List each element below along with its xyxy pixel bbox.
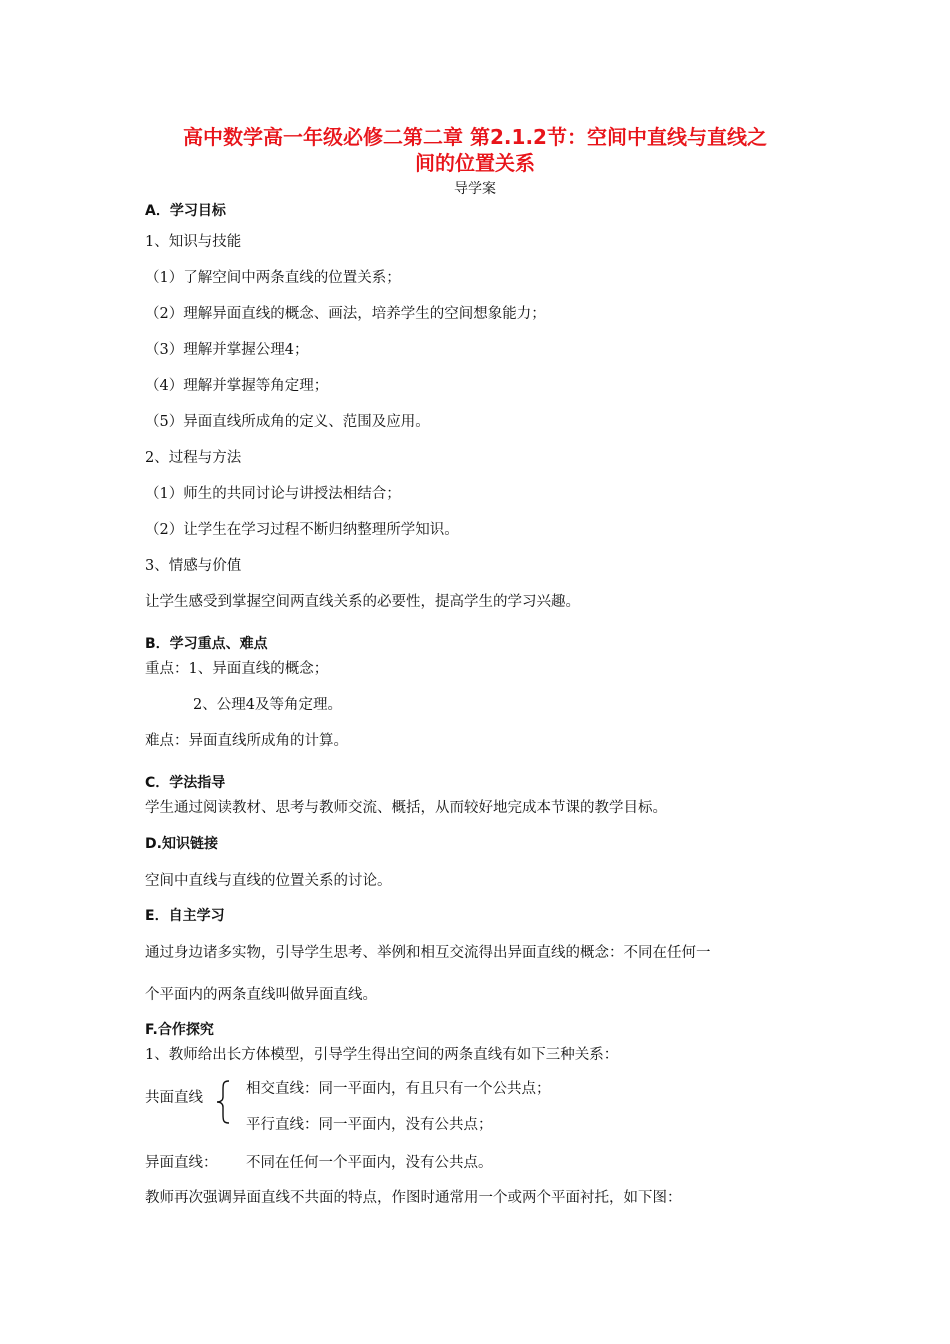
section-a-item-2: 2、过程与方法: [145, 450, 242, 466]
document-subtitle: 导学案: [454, 181, 496, 197]
section-f-item-2: 教师再次强调异面直线不共面的特点，作图时通常用一个或两个平面衬托，如下图：: [145, 1190, 682, 1206]
section-d-item-1: 空间中直线与直线的位置关系的讨论。: [145, 873, 392, 889]
section-c-item-1: 学生通过阅读教材、思考与教师交流、概括，从而较好地完成本节课的教学目标。: [145, 800, 667, 816]
section-a-item-2-2: （2）让学生在学习过程不断归纳整理所学知识。: [145, 522, 459, 538]
parallel-lines-text: 平行直线：同一平面内，没有公共点；: [246, 1117, 493, 1133]
section-f-item-1: 1、教师给出长方体模型，引导学生得出空间的两条直线有如下三种关系：: [145, 1047, 619, 1063]
coplanar-lines-label: 共面直线: [145, 1090, 203, 1106]
section-a-item-1-3: （3）理解并掌握公理4；: [145, 342, 309, 358]
document-title-line-1: 高中数学高一年级必修二第二章 第2.1.2节：空间中直线与直线之: [183, 125, 767, 149]
section-a-item-1-2: （2）理解异面直线的概念、画法，培养学生的空间想象能力；: [145, 306, 546, 322]
section-b-item-2: 2、公理4及等角定理。: [193, 697, 342, 713]
skew-lines-text: 不同在任何一个平面内，没有公共点。: [246, 1155, 493, 1171]
section-a-item-1-5: （5）异面直线所成角的定义、范围及应用。: [145, 414, 430, 430]
intersecting-lines-text: 相交直线：同一平面内，有且只有一个公共点；: [246, 1081, 551, 1097]
section-a-item-3-1: 让学生感受到掌握空间两直线关系的必要性，提高学生的学习兴趣。: [145, 594, 580, 610]
section-e-item-1: 通过身边诸多实物，引导学生思考、举例和相互交流得出异面直线的概念：不同在任何一: [145, 945, 711, 961]
skew-lines-label: 异面直线：: [145, 1155, 218, 1171]
section-f-heading: F.合作探究: [145, 1022, 214, 1038]
section-b-item-1: 重点：1、异面直线的概念；: [145, 661, 329, 677]
section-e-item-2: 个平面内的两条直线叫做异面直线。: [145, 987, 377, 1003]
section-a-item-2-1: （1）师生的共同讨论与讲授法相结合；: [145, 486, 401, 502]
document-title-line-2: 间的位置关系: [415, 151, 535, 175]
section-a-heading: A．学习目标: [145, 203, 226, 219]
section-c-heading: C．学法指导: [145, 775, 226, 791]
section-a-item-1-1: （1）了解空间中两条直线的位置关系；: [145, 270, 401, 286]
section-e-heading: E．自主学习: [145, 908, 225, 924]
section-a-item-1: 1、知识与技能: [145, 234, 242, 250]
section-a-item-3: 3、情感与价值: [145, 558, 242, 574]
section-d-heading: D.知识链接: [145, 836, 218, 852]
section-a-item-1-4: （4）理解并掌握等角定理；: [145, 378, 329, 394]
left-brace-icon: [216, 1080, 230, 1124]
section-b-item-3: 难点：异面直线所成角的计算。: [145, 733, 348, 749]
section-b-heading: B．学习重点、难点: [145, 636, 268, 652]
